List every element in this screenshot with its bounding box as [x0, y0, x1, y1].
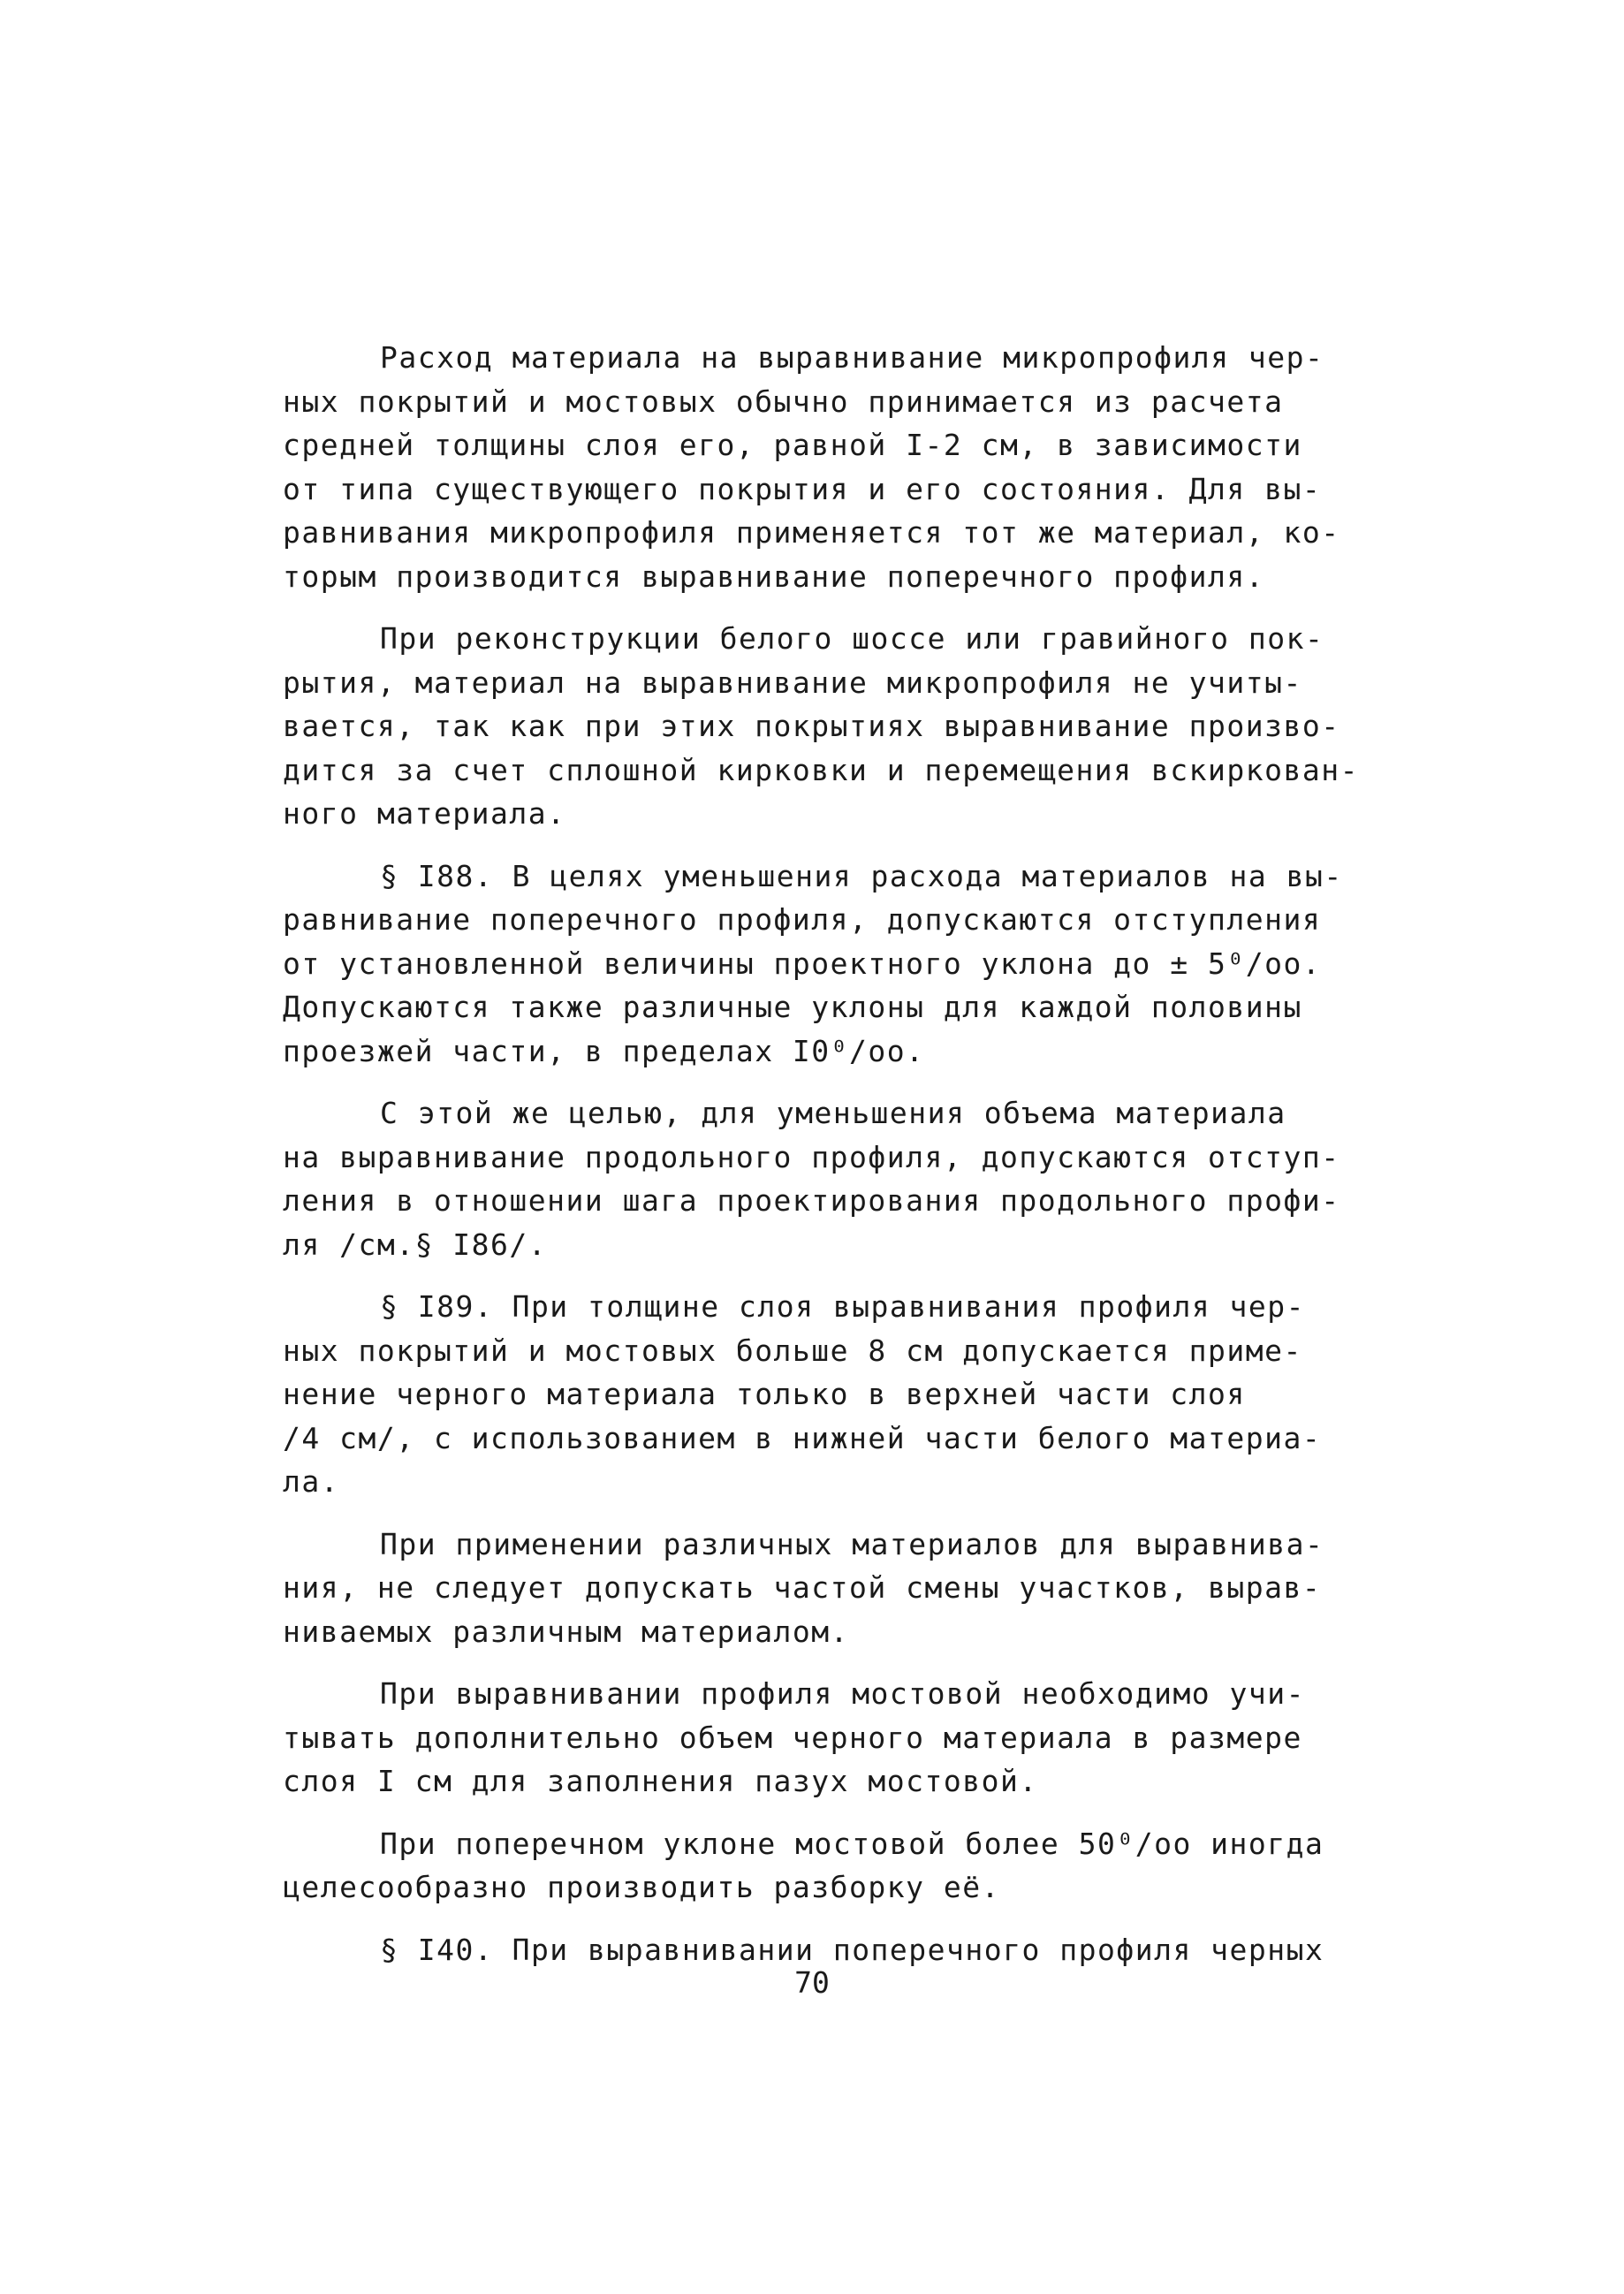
text-line: средней толщины слоя его, равной I-2 см, в зависимости	[283, 428, 1302, 462]
text-line: равнивания микропрофиля применяется тот же материал, ко-	[283, 515, 1340, 550]
text-line: тывать дополнительно объем черного материала в размере	[283, 1720, 1302, 1755]
text-line: дится за счет сплошной кирковки и перемещения вскиркован-	[283, 752, 1359, 787]
paragraph	[283, 1091, 1340, 1266]
text-line: ниваемых различным материалом.	[283, 1614, 850, 1649]
paragraph-section-188	[283, 855, 1343, 1074]
text-line: При применении различных материалов для выравнива-	[380, 1526, 1324, 1561]
text-line: Расход материала на выравнивание микропрофиля чер-	[380, 340, 1324, 375]
text-line: § I88. В целях уменьшения расхода материалов на вы-	[380, 858, 1343, 893]
text-line: Допускаются также различные уклоны для каждой половины	[283, 990, 1302, 1024]
text-line: /4 см/, с использованием в нижней части белого материа-	[283, 1420, 1322, 1455]
text-line: вается, так как при этих покрытиях выравнивание произво-	[283, 709, 1340, 743]
text-line: на выравнивание продольного профиля, допускаются отступ-	[283, 1139, 1340, 1174]
text-line: При выравнивании профиля мостовой необходимо учи-	[380, 1676, 1306, 1711]
paragraph	[283, 1822, 1324, 1910]
text-line: слоя I см для заполнения пазух мостовой.	[283, 1764, 1038, 1798]
text-line: При реконструкции белого шоссе или гравийного пок-	[380, 621, 1324, 656]
paragraph	[283, 617, 1359, 836]
text-line: целесообразно производить разборку её.	[283, 1870, 1000, 1904]
text-line: ных покрытий и мостовых обычно принимается из расчета	[283, 384, 1284, 419]
paragraph-section-189	[283, 1285, 1322, 1504]
text-line: торым производится выравнивание поперечного профиля.	[283, 558, 1265, 594]
paragraph	[283, 1672, 1317, 1804]
text-line: от типа существующего покрытия и его состояния. Для вы-	[283, 471, 1322, 506]
text-line: При поперечном уклоне мостовой более 50⁰/оо иногда	[380, 1826, 1324, 1861]
text-line: от установленной величины проектного уклона до ± 5⁰/оо.	[283, 946, 1322, 981]
text-line: ного материала.	[283, 796, 566, 831]
paragraph	[283, 336, 1340, 598]
text-line: § I40. При выравнивании поперечного профиля черных	[380, 1932, 1324, 1967]
text-line: ла.	[283, 1464, 340, 1499]
text-line: ния, не следует допускать частой смены участков, вырав-	[283, 1570, 1322, 1605]
page-number: 70	[794, 1965, 830, 2000]
text-line: рытия, материал на выравнивание микропрофиля не учиты-	[283, 665, 1302, 700]
text-line: нение черного материала только в верхней части слоя	[283, 1377, 1246, 1411]
text-line: ных покрытий и мостовых больше 8 см допускается приме-	[283, 1333, 1302, 1368]
text-line: проезжей части, в пределах I0⁰/оо.	[283, 1033, 925, 1068]
paragraph	[283, 1523, 1324, 1654]
text-line: ления в отношении шага проектирования продольного профи-	[283, 1183, 1340, 1218]
text-line: § I89. При толщине слоя выравнивания профиля чер-	[380, 1289, 1306, 1324]
text-line: равнивание поперечного профиля, допускаются отступления	[283, 902, 1322, 937]
text-line: С этой же целью, для уменьшения объема материала	[380, 1096, 1286, 1130]
text-line: ля /см.§ I86/.	[283, 1227, 548, 1262]
body-text	[283, 336, 1359, 1990]
